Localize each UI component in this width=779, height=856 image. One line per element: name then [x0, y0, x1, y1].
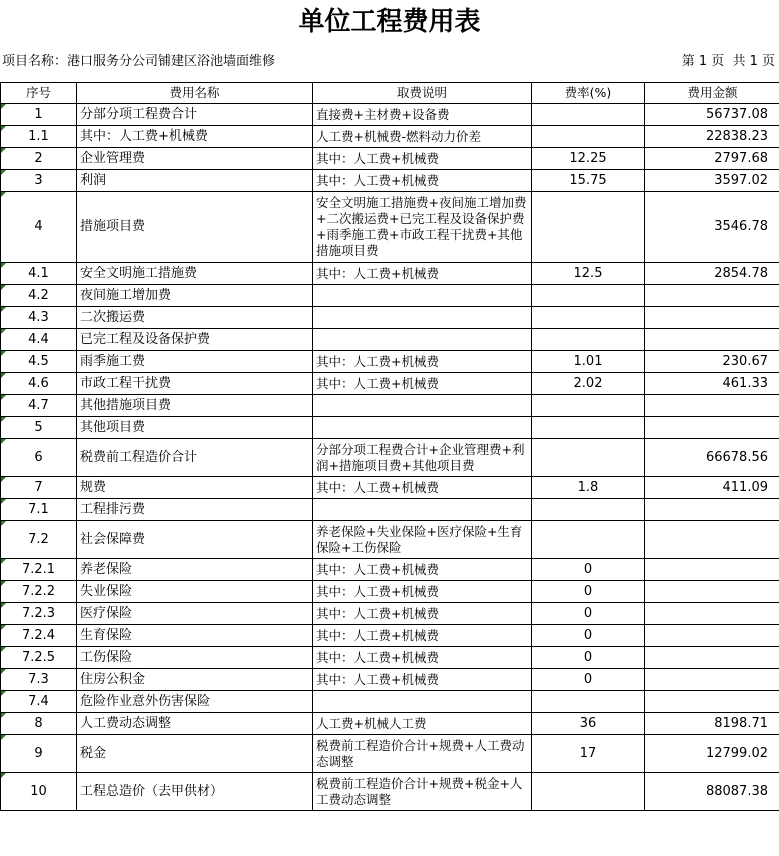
row-rate: 0	[532, 625, 645, 647]
project-name: 项目名称：港口服务分公司铺建区浴池墙面维修	[2, 54, 276, 69]
table-row	[1, 285, 779, 307]
header-rate: 费率(%)	[532, 83, 645, 104]
row-name: 失业保险	[77, 581, 313, 603]
row-desc: 其中：人工费+机械费	[313, 148, 532, 170]
row-no: 4.1	[1, 263, 77, 285]
row-no: 4.7	[1, 395, 77, 417]
row-no: 4.3	[1, 307, 77, 329]
row-amount	[645, 625, 779, 647]
row-rate	[532, 329, 645, 351]
row-rate	[532, 521, 645, 559]
row-name: 其中：人工费+机械费	[77, 126, 313, 148]
row-rate: 17	[532, 735, 645, 773]
row-no: 7.4	[1, 691, 77, 713]
row-desc	[313, 417, 532, 439]
table-row	[1, 773, 779, 811]
row-name: 工程总造价（去甲供材）	[77, 773, 313, 811]
row-rate: 15.75	[532, 170, 645, 192]
table-row	[1, 521, 779, 559]
row-amount	[645, 307, 779, 329]
row-desc: 其中：人工费+机械费	[313, 477, 532, 499]
table-row	[1, 499, 779, 521]
row-rate	[532, 307, 645, 329]
row-desc: 其中：人工费+机械费	[313, 559, 532, 581]
row-name: 市政工程干扰费	[77, 373, 313, 395]
table-row	[1, 625, 779, 647]
row-rate	[532, 439, 645, 477]
row-desc	[313, 285, 532, 307]
row-amount: 56737.08	[645, 104, 779, 126]
row-desc	[313, 329, 532, 351]
row-amount: 22838.23	[645, 126, 779, 148]
row-name: 危险作业意外伤害保险	[77, 691, 313, 713]
row-no: 7.2.4	[1, 625, 77, 647]
row-amount: 461.33	[645, 373, 779, 395]
row-desc: 养老保险+失业保险+医疗保险+生育保险+工伤保险	[313, 521, 532, 559]
row-name: 社会保障费	[77, 521, 313, 559]
row-amount: 2854.78	[645, 263, 779, 285]
row-rate	[532, 285, 645, 307]
row-desc: 税费前工程造价合计+规费+人工费动态调整	[313, 735, 532, 773]
table-row	[1, 329, 779, 351]
row-desc: 其中：人工费+机械费	[313, 647, 532, 669]
row-no: 7.3	[1, 669, 77, 691]
row-desc: 其中：人工费+机械费	[313, 625, 532, 647]
row-name: 人工费动态调整	[77, 713, 313, 735]
table-row	[1, 170, 779, 192]
row-amount: 411.09	[645, 477, 779, 499]
table-row	[1, 713, 779, 735]
row-amount	[645, 559, 779, 581]
table-row	[1, 351, 779, 373]
row-desc: 安全文明施工措施费+夜间施工增加费+二次搬运费+已完工程及设备保护费+雨季施工费+市政工程干扰费+其他措施项目费	[313, 192, 532, 263]
row-amount	[645, 417, 779, 439]
row-no: 8	[1, 713, 77, 735]
table-body	[1, 104, 779, 811]
row-amount	[645, 647, 779, 669]
row-desc: 其中：人工费+机械费	[313, 669, 532, 691]
table-row	[1, 192, 779, 263]
row-name: 税费前工程造价合计	[77, 439, 313, 477]
row-desc: 其中：人工费+机械费	[313, 373, 532, 395]
row-no: 4.2	[1, 285, 77, 307]
row-desc: 其中：人工费+机械费	[313, 170, 532, 192]
row-name: 其他项目费	[77, 417, 313, 439]
row-amount: 12799.02	[645, 735, 779, 773]
page-current: 第 1 页	[681, 54, 725, 69]
row-rate	[532, 773, 645, 811]
row-desc: 其中：人工费+机械费	[313, 581, 532, 603]
row-rate	[532, 499, 645, 521]
header-amount: 费用金额	[645, 83, 779, 104]
row-name: 已完工程及设备保护费	[77, 329, 313, 351]
row-amount	[645, 395, 779, 417]
table-row	[1, 647, 779, 669]
page-info	[678, 52, 775, 72]
row-desc: 税费前工程造价合计+规费+税金+人工费动态调整	[313, 773, 532, 811]
row-desc	[313, 395, 532, 417]
table-row	[1, 263, 779, 285]
row-amount	[645, 499, 779, 521]
row-amount: 3546.78	[645, 192, 779, 263]
row-amount: 3597.02	[645, 170, 779, 192]
row-no: 1	[1, 104, 77, 126]
row-no: 3	[1, 170, 77, 192]
table-row	[1, 104, 779, 126]
row-name: 安全文明施工措施费	[77, 263, 313, 285]
row-no: 5	[1, 417, 77, 439]
table-row	[1, 559, 779, 581]
row-rate: 36	[532, 713, 645, 735]
table-row	[1, 126, 779, 148]
row-name: 利润	[77, 170, 313, 192]
row-rate	[532, 192, 645, 263]
row-name: 分部分项工程费合计	[77, 104, 313, 126]
row-no: 10	[1, 773, 77, 811]
row-name: 雨季施工费	[77, 351, 313, 373]
row-name: 生育保险	[77, 625, 313, 647]
table-header-row	[1, 83, 779, 104]
row-desc: 其中：人工费+机械费	[313, 603, 532, 625]
row-rate: 0	[532, 669, 645, 691]
row-rate: 2.02	[532, 373, 645, 395]
table-row	[1, 735, 779, 773]
row-no: 9	[1, 735, 77, 773]
row-name: 医疗保险	[77, 603, 313, 625]
row-rate: 0	[532, 647, 645, 669]
row-amount	[645, 669, 779, 691]
row-no: 4	[1, 192, 77, 263]
row-desc	[313, 691, 532, 713]
row-amount	[645, 329, 779, 351]
row-amount: 8198.71	[645, 713, 779, 735]
row-no: 7.2.5	[1, 647, 77, 669]
table-row	[1, 373, 779, 395]
row-desc: 其中：人工费+机械费	[313, 351, 532, 373]
row-name: 住房公积金	[77, 669, 313, 691]
row-name: 规费	[77, 477, 313, 499]
table-row	[1, 307, 779, 329]
row-rate	[532, 104, 645, 126]
row-amount	[645, 691, 779, 713]
meta-row	[0, 52, 779, 72]
row-name: 养老保险	[77, 559, 313, 581]
table-row	[1, 148, 779, 170]
row-rate: 0	[532, 581, 645, 603]
row-desc: 其中：人工费+机械费	[313, 263, 532, 285]
row-name: 工程排污费	[77, 499, 313, 521]
row-name: 措施项目费	[77, 192, 313, 263]
row-amount	[645, 581, 779, 603]
table-row	[1, 395, 779, 417]
row-desc	[313, 307, 532, 329]
row-rate: 0	[532, 603, 645, 625]
row-desc: 直接费+主材费+设备费	[313, 104, 532, 126]
row-no: 6	[1, 439, 77, 477]
table-row	[1, 581, 779, 603]
table-row	[1, 669, 779, 691]
row-rate	[532, 691, 645, 713]
row-no: 2	[1, 148, 77, 170]
row-amount: 88087.38	[645, 773, 779, 811]
row-no: 7.2.2	[1, 581, 77, 603]
table-row	[1, 691, 779, 713]
row-rate	[532, 417, 645, 439]
row-no: 7	[1, 477, 77, 499]
header-desc: 取费说明	[313, 83, 532, 104]
row-rate: 1.01	[532, 351, 645, 373]
row-name: 工伤保险	[77, 647, 313, 669]
row-no: 1.1	[1, 126, 77, 148]
row-amount	[645, 521, 779, 559]
cost-table	[0, 82, 779, 811]
table-row	[1, 477, 779, 499]
row-name: 税金	[77, 735, 313, 773]
table-row	[1, 417, 779, 439]
header-name: 费用名称	[77, 83, 313, 104]
row-no: 7.2.1	[1, 559, 77, 581]
row-amount	[645, 285, 779, 307]
row-rate: 0	[532, 559, 645, 581]
row-name: 二次搬运费	[77, 307, 313, 329]
row-desc	[313, 499, 532, 521]
row-rate	[532, 126, 645, 148]
row-no: 4.6	[1, 373, 77, 395]
header-no: 序号	[1, 83, 77, 104]
row-rate: 12.25	[532, 148, 645, 170]
table-row	[1, 603, 779, 625]
row-desc: 人工费+机械费-燃料动力价差	[313, 126, 532, 148]
row-amount: 230.67	[645, 351, 779, 373]
row-amount: 66678.56	[645, 439, 779, 477]
row-desc: 分部分项工程费合计+企业管理费+利润+措施项目费+其他项目费	[313, 439, 532, 477]
row-name: 企业管理费	[77, 148, 313, 170]
row-amount	[645, 603, 779, 625]
row-rate: 1.8	[532, 477, 645, 499]
row-no: 4.5	[1, 351, 77, 373]
table-row	[1, 439, 779, 477]
row-amount: 2797.68	[645, 148, 779, 170]
row-rate: 12.5	[532, 263, 645, 285]
row-rate	[532, 395, 645, 417]
row-name: 夜间施工增加费	[77, 285, 313, 307]
row-desc: 人工费+机械人工费	[313, 713, 532, 735]
page-title: 单位工程费用表	[298, 7, 481, 37]
row-no: 7.2	[1, 521, 77, 559]
row-name: 其他措施项目费	[77, 395, 313, 417]
row-no: 4.4	[1, 329, 77, 351]
row-no: 7.2.3	[1, 603, 77, 625]
row-no: 7.1	[1, 499, 77, 521]
page-total: 共 1 页	[732, 54, 775, 69]
